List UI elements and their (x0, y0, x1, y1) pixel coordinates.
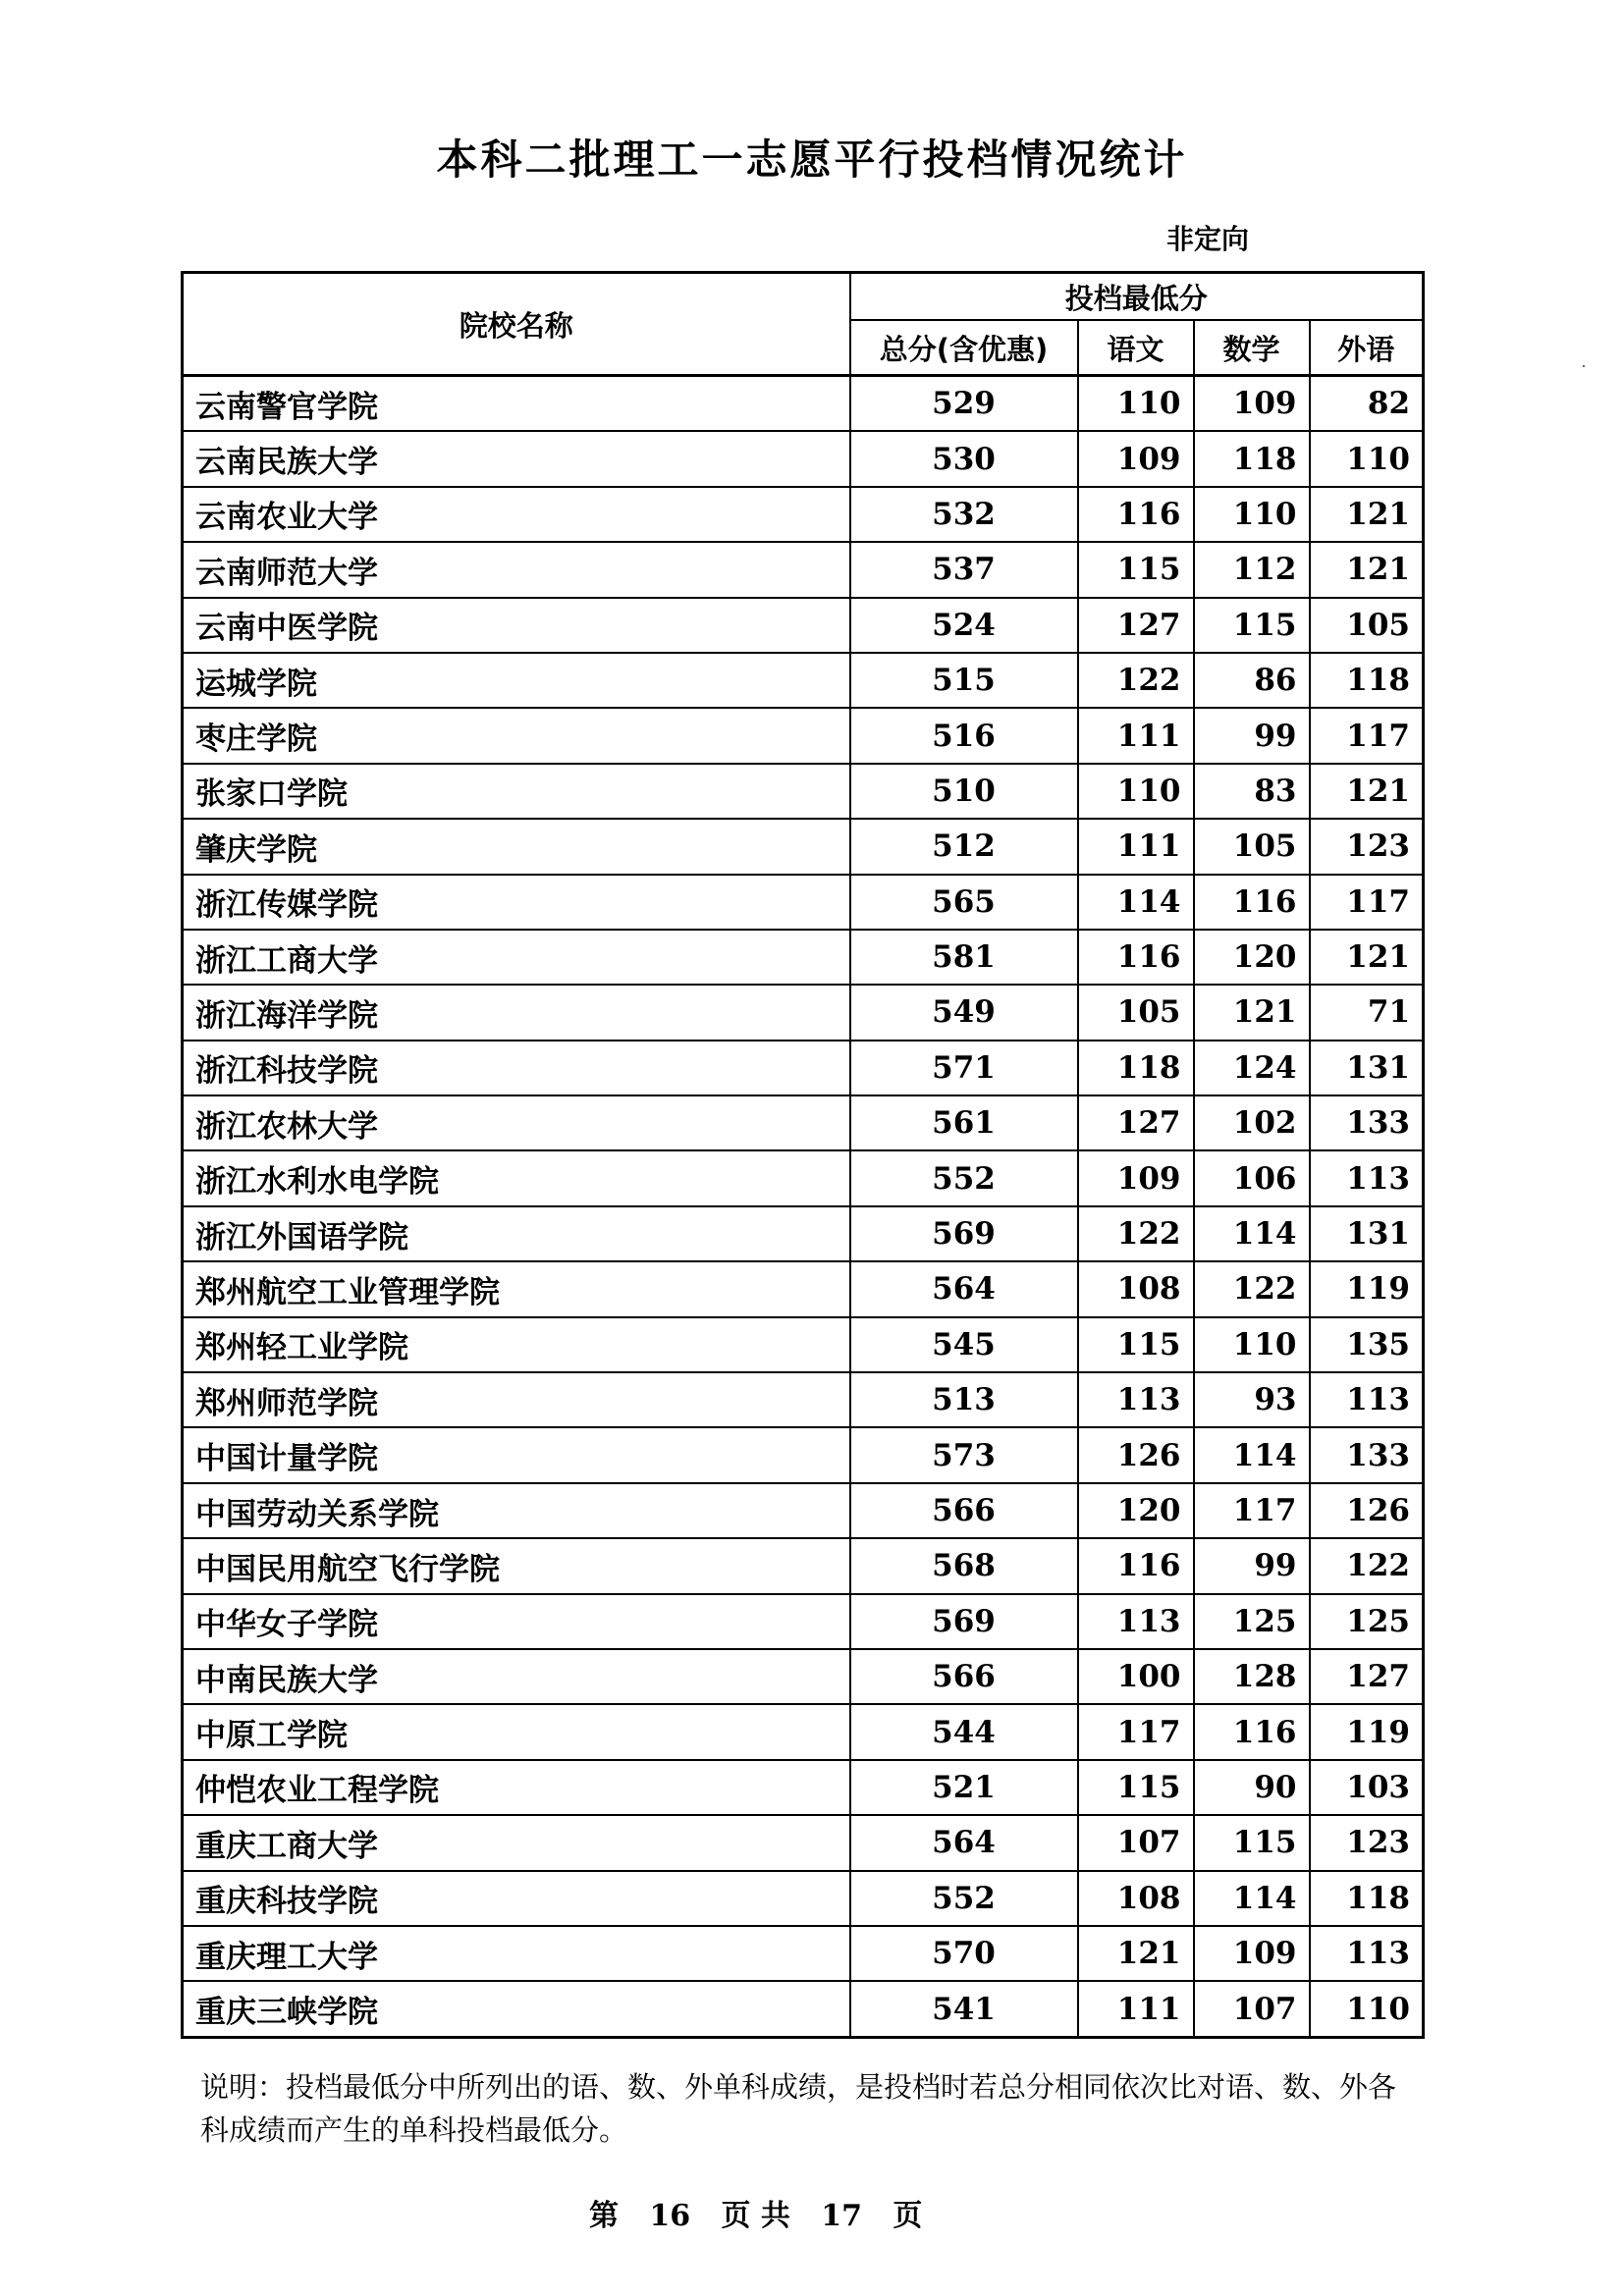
english-score-cell: 113 (1310, 1150, 1424, 1205)
chinese-score-cell: 126 (1078, 1427, 1194, 1482)
english-score-cell: 127 (1310, 1649, 1424, 1704)
table-row (183, 653, 1424, 708)
score-table (181, 271, 1425, 2039)
chinese-score-cell: 105 (1078, 985, 1194, 1040)
chinese-score-cell: 116 (1078, 487, 1194, 542)
school-name-cell: 郑州轻工业学院 (183, 1317, 850, 1372)
chinese-score-cell: 127 (1078, 598, 1194, 653)
school-name-cell: 郑州航空工业管理学院 (183, 1261, 850, 1316)
total-score-cell: 581 (850, 930, 1078, 985)
english-score-cell: 117 (1310, 708, 1424, 763)
total-score-cell: 566 (850, 1483, 1078, 1538)
school-name-cell: 中南民族大学 (183, 1649, 850, 1704)
english-score-cell: 117 (1310, 875, 1424, 930)
math-score-cell: 107 (1194, 1981, 1310, 2037)
table-row (183, 376, 1424, 432)
school-name-cell: 重庆三峡学院 (183, 1981, 850, 2037)
school-name-cell: 仲恺农业工程学院 (183, 1760, 850, 1815)
english-score-cell: 113 (1310, 1372, 1424, 1427)
school-name-cell: 浙江外国语学院 (183, 1206, 850, 1261)
math-score-cell: 110 (1194, 487, 1310, 542)
table-row (183, 1815, 1424, 1870)
english-score-cell: 121 (1310, 542, 1424, 597)
total-score-cell: 570 (850, 1926, 1078, 1981)
chinese-score-cell: 108 (1078, 1261, 1194, 1316)
math-score-cell: 122 (1194, 1261, 1310, 1316)
chinese-score-cell: 115 (1078, 1760, 1194, 1815)
math-score-cell: 86 (1194, 653, 1310, 708)
school-name-cell: 浙江海洋学院 (183, 985, 850, 1040)
english-score-cell: 126 (1310, 1483, 1424, 1538)
total-score-cell: 521 (850, 1760, 1078, 1815)
table-row (183, 1041, 1424, 1095)
total-score-cell: 545 (850, 1317, 1078, 1372)
english-score-cell: 119 (1310, 1704, 1424, 1759)
math-score-cell: 117 (1194, 1483, 1310, 1538)
total-score-cell: 541 (850, 1981, 1078, 2037)
total-page-count: 17 (821, 2199, 862, 2233)
table-row (183, 1981, 1424, 2037)
total-score-cell: 569 (850, 1594, 1078, 1649)
english-score-cell: 133 (1310, 1427, 1424, 1482)
english-score-cell: 121 (1310, 764, 1424, 819)
total-score-cell: 571 (850, 1041, 1078, 1095)
chinese-score-cell: 108 (1078, 1871, 1194, 1926)
table-row (183, 819, 1424, 874)
page-title: 本科二批理工一志愿平行投档情况统计 (436, 135, 1188, 184)
school-name-cell: 云南师范大学 (183, 542, 850, 597)
table-row (183, 1483, 1424, 1538)
math-score-cell: 110 (1194, 1317, 1310, 1372)
school-name-cell: 中国劳动关系学院 (183, 1483, 850, 1538)
math-score-cell: 120 (1194, 930, 1310, 985)
table-row (183, 487, 1424, 542)
total-score-cell: 544 (850, 1704, 1078, 1759)
school-name-cell: 浙江水利水电学院 (183, 1150, 850, 1205)
chinese-score-cell: 115 (1078, 1317, 1194, 1372)
math-score-cell: 116 (1194, 875, 1310, 930)
math-score-cell: 114 (1194, 1871, 1310, 1926)
table-row (183, 1261, 1424, 1316)
math-score-cell: 109 (1194, 1926, 1310, 1981)
explanation-note: 说明：投档最低分中所列出的语、数、外单科成绩，是投档时若总分相同依次比对语、数、外各科成绩而产生的单科投档最低分。 (200, 2070, 1397, 2147)
table-row (183, 1926, 1424, 1981)
total-score-cell: 515 (850, 653, 1078, 708)
school-name-cell: 枣庄学院 (183, 708, 850, 763)
school-name-cell: 中华女子学院 (183, 1594, 850, 1649)
chinese-score-cell: 127 (1078, 1095, 1194, 1150)
english-score-cell: 82 (1310, 376, 1424, 432)
english-score-cell: 110 (1310, 1981, 1424, 2037)
scan-speck (1583, 365, 1585, 367)
category-label: 非定向 (1166, 223, 1250, 255)
page-footer (589, 2191, 922, 2234)
chinese-score-cell: 107 (1078, 1815, 1194, 1870)
total-score-cell: 573 (850, 1427, 1078, 1482)
math-score-cell: 128 (1194, 1649, 1310, 1704)
school-name-header: 院校名称 (183, 273, 850, 376)
chinese-score-cell: 116 (1078, 1538, 1194, 1593)
school-name-cell: 重庆理工大学 (183, 1926, 850, 1981)
math-score-cell: 115 (1194, 1815, 1310, 1870)
math-score-cell: 90 (1194, 1760, 1310, 1815)
math-score-cell: 121 (1194, 985, 1310, 1040)
footer-middle: 页 共 (721, 2199, 790, 2233)
chinese-score-cell: 111 (1078, 819, 1194, 874)
school-name-cell: 中国计量学院 (183, 1427, 850, 1482)
table-row (183, 1095, 1424, 1150)
math-score-cell: 116 (1194, 1704, 1310, 1759)
math-score-cell: 99 (1194, 1538, 1310, 1593)
chinese-score-cell: 109 (1078, 1150, 1194, 1205)
math-score-cell: 112 (1194, 542, 1310, 597)
table-row (183, 764, 1424, 819)
total-score-cell: 561 (850, 1095, 1078, 1150)
total-score-cell: 549 (850, 985, 1078, 1040)
math-score-cell: 105 (1194, 819, 1310, 874)
total-score-cell: 530 (850, 431, 1078, 486)
chinese-score-cell: 113 (1078, 1372, 1194, 1427)
chinese-score-cell: 100 (1078, 1649, 1194, 1704)
total-score-cell: 529 (850, 376, 1078, 432)
table-row (183, 1206, 1424, 1261)
math-score-cell: 83 (1194, 764, 1310, 819)
math-score-cell: 115 (1194, 598, 1310, 653)
table-row (183, 708, 1424, 763)
total-score-cell: 510 (850, 764, 1078, 819)
total-score-cell: 532 (850, 487, 1078, 542)
total-score-cell: 552 (850, 1150, 1078, 1205)
english-score-cell: 119 (1310, 1261, 1424, 1316)
english-score-cell: 121 (1310, 487, 1424, 542)
school-name-cell: 郑州师范学院 (183, 1372, 850, 1427)
chinese-score-cell: 111 (1078, 1981, 1194, 2037)
math-score-cell: 114 (1194, 1427, 1310, 1482)
table-row (183, 1317, 1424, 1372)
table-row (183, 930, 1424, 985)
chinese-score-cell: 118 (1078, 1041, 1194, 1095)
chinese-score-cell: 115 (1078, 542, 1194, 597)
english-score-cell: 135 (1310, 1317, 1424, 1372)
table-row (183, 1594, 1424, 1649)
math-score-cell: 93 (1194, 1372, 1310, 1427)
total-score-cell: 524 (850, 598, 1078, 653)
english-score-cell: 113 (1310, 1926, 1424, 1981)
footer-suffix: 页 (893, 2199, 923, 2233)
chinese-score-cell: 122 (1078, 1206, 1194, 1261)
chinese-score-cell: 120 (1078, 1483, 1194, 1538)
total-score-cell: 537 (850, 542, 1078, 597)
english-score-cell: 110 (1310, 431, 1424, 486)
school-name-cell: 中国民用航空飞行学院 (183, 1538, 850, 1593)
school-name-cell: 云南农业大学 (183, 487, 850, 542)
school-name-cell: 浙江科技学院 (183, 1041, 850, 1095)
math-score-cell: 109 (1194, 376, 1310, 432)
english-header: 外语 (1310, 320, 1424, 376)
english-score-cell: 123 (1310, 1815, 1424, 1870)
table-row (183, 598, 1424, 653)
math-score-cell: 102 (1194, 1095, 1310, 1150)
school-name-cell: 重庆工商大学 (183, 1815, 850, 1870)
school-name-cell: 云南中医学院 (183, 598, 850, 653)
total-score-cell: 565 (850, 875, 1078, 930)
chinese-score-cell: 113 (1078, 1594, 1194, 1649)
school-name-cell: 云南警官学院 (183, 376, 850, 432)
total-score-cell: 513 (850, 1372, 1078, 1427)
table-row (183, 1538, 1424, 1593)
current-page-number: 16 (649, 2199, 691, 2233)
school-name-cell: 云南民族大学 (183, 431, 850, 486)
table-row (183, 1760, 1424, 1815)
chinese-score-cell: 114 (1078, 875, 1194, 930)
english-score-cell: 131 (1310, 1206, 1424, 1261)
math-score-cell: 118 (1194, 431, 1310, 486)
chinese-score-cell: 117 (1078, 1704, 1194, 1759)
table-row (183, 1372, 1424, 1427)
english-score-cell: 118 (1310, 1871, 1424, 1926)
total-score-header: 总分(含优惠) (850, 320, 1078, 376)
math-score-cell: 106 (1194, 1150, 1310, 1205)
total-score-cell: 568 (850, 1538, 1078, 1593)
english-score-cell: 103 (1310, 1760, 1424, 1815)
chinese-score-cell: 122 (1078, 653, 1194, 708)
total-score-cell: 564 (850, 1261, 1078, 1316)
english-score-cell: 121 (1310, 930, 1424, 985)
total-score-cell: 552 (850, 1871, 1078, 1926)
total-score-cell: 516 (850, 708, 1078, 763)
chinese-score-cell: 110 (1078, 764, 1194, 819)
table-row (183, 875, 1424, 930)
english-score-cell: 123 (1310, 819, 1424, 874)
chinese-score-cell: 110 (1078, 376, 1194, 432)
english-score-cell: 133 (1310, 1095, 1424, 1150)
table-row (183, 1150, 1424, 1205)
table-row (183, 431, 1424, 486)
school-name-cell: 肇庆学院 (183, 819, 850, 874)
total-score-cell: 569 (850, 1206, 1078, 1261)
math-score-cell: 114 (1194, 1206, 1310, 1261)
table-row (183, 1427, 1424, 1482)
school-name-cell: 运城学院 (183, 653, 850, 708)
table-row (183, 985, 1424, 1040)
english-score-cell: 125 (1310, 1594, 1424, 1649)
footer-prefix: 第 (589, 2199, 619, 2233)
english-score-cell: 131 (1310, 1041, 1424, 1095)
table-row (183, 1649, 1424, 1704)
english-score-cell: 122 (1310, 1538, 1424, 1593)
english-score-cell: 118 (1310, 653, 1424, 708)
chinese-score-cell: 111 (1078, 708, 1194, 763)
chinese-score-cell: 121 (1078, 1926, 1194, 1981)
chinese-score-cell: 109 (1078, 431, 1194, 486)
math-header: 数学 (1194, 320, 1310, 376)
table-body (183, 376, 1424, 2038)
chinese-header: 语文 (1078, 320, 1194, 376)
english-score-cell: 71 (1310, 985, 1424, 1040)
chinese-score-cell: 116 (1078, 930, 1194, 985)
english-score-cell: 105 (1310, 598, 1424, 653)
total-score-cell: 564 (850, 1815, 1078, 1870)
min-score-header: 投档最低分 (850, 273, 1424, 321)
math-score-cell: 125 (1194, 1594, 1310, 1649)
school-name-cell: 中原工学院 (183, 1704, 850, 1759)
table-row (183, 542, 1424, 597)
total-score-cell: 512 (850, 819, 1078, 874)
table-row (183, 1871, 1424, 1926)
school-name-cell: 浙江工商大学 (183, 930, 850, 985)
school-name-cell: 张家口学院 (183, 764, 850, 819)
school-name-cell: 重庆科技学院 (183, 1871, 850, 1926)
total-score-cell: 566 (850, 1649, 1078, 1704)
math-score-cell: 124 (1194, 1041, 1310, 1095)
school-name-cell: 浙江传媒学院 (183, 875, 850, 930)
math-score-cell: 99 (1194, 708, 1310, 763)
school-name-cell: 浙江农林大学 (183, 1095, 850, 1150)
table-row (183, 1704, 1424, 1759)
